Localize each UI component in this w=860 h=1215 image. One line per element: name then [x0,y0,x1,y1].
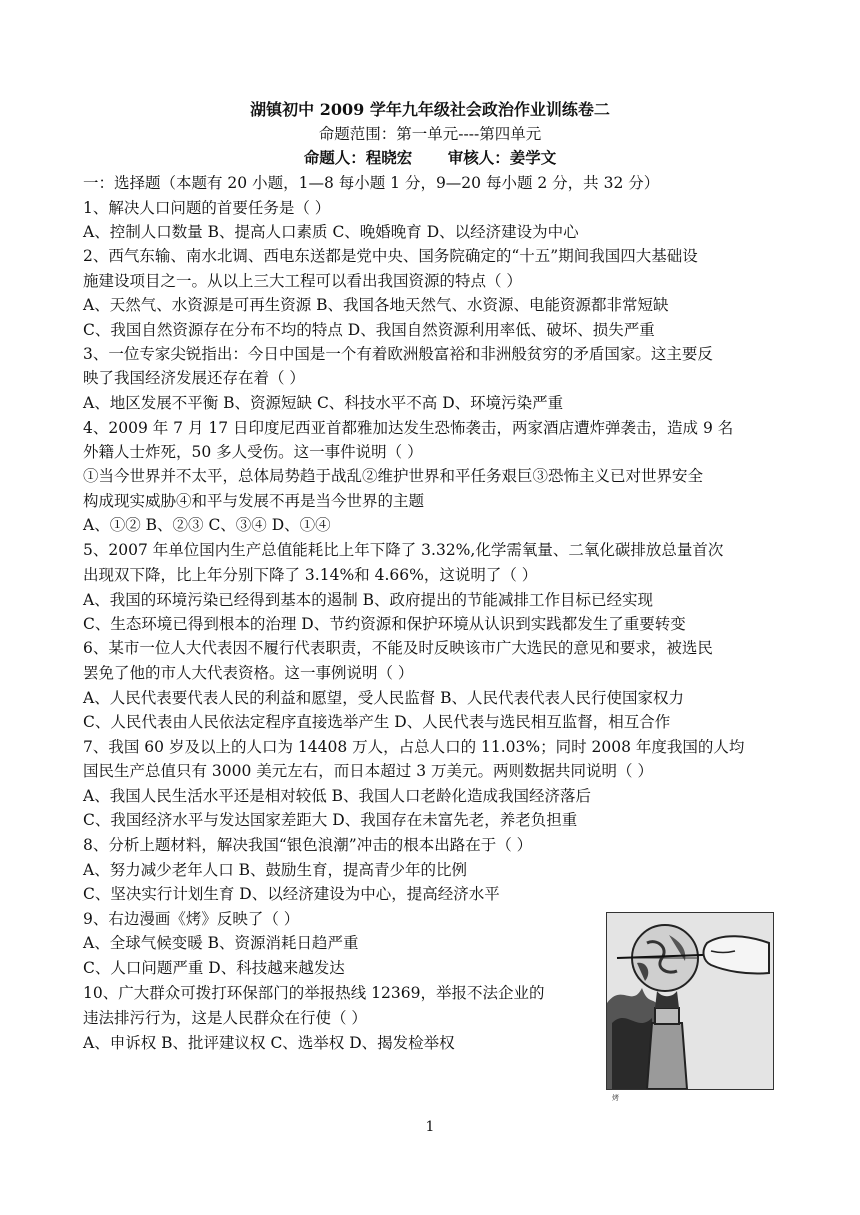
question-5-cont: 出现双下降，比上年分别下降了 3.14%和 4.66%，这说明了（ ） [83,566,538,584]
option-9cd: C、人口问题严重 D、科技越来越发达 [83,959,345,977]
option-8cd: C、坚决实行计划生育 D、以经济建设为中心，提高经济水平 [83,885,500,903]
cartoon-caption: 烤 [612,1094,619,1102]
option-5ab: A、我国的环境污染已经得到基本的遏制 B、政府提出的节能减排工作目标已经实现 [83,591,654,609]
options-10: A、申诉权 B、批评建议权 C、选举权 D、揭发检举权 [83,1034,455,1052]
reviewer-name: 审核人：姜学文 [447,148,557,167]
question-9: 9、右边漫画《烤》反映了（ ） [83,910,300,928]
author-name: 命题人：程晓宏 [303,148,413,167]
question-10-cont: 违法排污行为，这是人民群众在行使（ ） [83,1009,367,1027]
page-title: 湖镇初中 2009 学年九年级社会政治作业训练卷二 [250,100,610,119]
authors-line [0,146,860,168]
question-4: 4、2009 年 7 月 17 日印度尼西亚首都雅加达发生恐怖袭击，两家酒店遭炸弹袭击，造成 9 名 [83,419,734,437]
cartoon-roast-image [606,912,774,1090]
option-5cd: C、生态环境已得到根本的治理 D、节约资源和保护环境从认识到实践都发生了重要转变 [83,615,686,633]
question-1: 1、解决人口问题的首要任务是（ ） [83,199,331,217]
question-7-cont: 国民生产总值只有 3000 美元左右，而日本超过 3 万美元。两则数据共同说明（ ） [83,762,653,780]
option-8ab: A、努力减少老年人口 B、鼓励生育，提高青少年的比例 [83,861,468,879]
options-4: A、①② B、②③ C、③④ D、①④ [83,516,331,534]
option-7ab: A、我国人民生活水平还是相对较低 B、我国人口老龄化造成我国经济落后 [83,787,592,805]
question-8: 8、分析上题材料，解决我国“银色浪潮”冲击的根本出路在于（ ） [83,836,533,854]
option-6ab: A、人民代表要代表人民的利益和愿望，受人民监督 B、人民代表代表人民行使国家权力 [83,689,685,707]
options-1: A、控制人口数量 B、提高人口素质 C、晚婚晚育 D、以经济建设为中心 [83,223,579,241]
question-2-cont: 施建设项目之一。从以上三大工程可以看出我国资源的特点（ ） [83,272,522,290]
question-10: 10、广大群众可拨打环保部门的举报热线 12369，举报不法企业的 [83,984,545,1002]
option-9ab: A、全球气候变暖 B、资源消耗日趋严重 [83,934,359,952]
option-2ab: A、天然气、水资源是可再生资源 B、我国各地天然气、水资源、电能资源都非常短缺 [83,296,669,314]
question-6-cont: 罢免了他的市人大代表资格。这一事例说明（ ） [83,664,414,682]
question-3-cont: 映了我国经济发展还存在着（ ） [83,369,305,387]
cartoon-illustration [607,913,773,1089]
question-2: 2、西气东输、南水北调、西电东送都是党中央、国务院确定的“十五”期间我国四大基础设 [83,247,698,265]
statement-4a: ①当今世界并不太平，总体局势趋于战乱②维护世界和平任务艰巨③恐怖主义已对世界安全 [83,467,704,485]
question-4-cont: 外籍人士炸死，50 多人受伤。这一事件说明（ ） [83,443,423,461]
question-7: 7、我国 60 岁及以上的人口为 14408 万人，占总人口的 11.03%；同时 2008 年度我国的人均 [83,738,745,756]
option-6cd: C、人民代表由人民依法定程序直接选举产生 D、人民代表与选民相互监督，相互合作 [83,713,671,731]
option-2cd: C、我国自然资源存在分布不均的特点 D、我国自然资源利用率低、破坏、损失严重 [83,321,655,339]
options-3: A、地区发展不平衡 B、资源短缺 C、科技水平不高 D、环境污染严重 [83,394,564,412]
question-5: 5、2007 年单位国内生产总值能耗比上年下降了 3.32%,化学需氧量、二氧化碳排放总量首次 [83,541,724,559]
page-number: 1 [425,1119,435,1135]
exam-scope: 命题范围：第一单元----第四单元 [318,125,542,143]
statement-4b: 构成现实威胁④和平与发展不再是当今世界的主题 [83,492,425,510]
question-3: 3、一位专家尖锐指出：今日中国是一个有着欧洲般富裕和非洲般贫穷的矛盾国家。这主要反 [83,345,713,363]
question-6: 6、某市一位人大代表因不履行代表职责，不能及时反映该市广大选民的意见和要求，被选民 [83,639,713,657]
section-heading: 一：选择题（本题有 20 小题，1—8 每小题 1 分，9—20 每小题 2 分，共 32 分） [83,174,660,192]
option-7cd: C、我国经济水平与发达国家差距大 D、我国存在未富先老，养老负担重 [83,811,578,829]
